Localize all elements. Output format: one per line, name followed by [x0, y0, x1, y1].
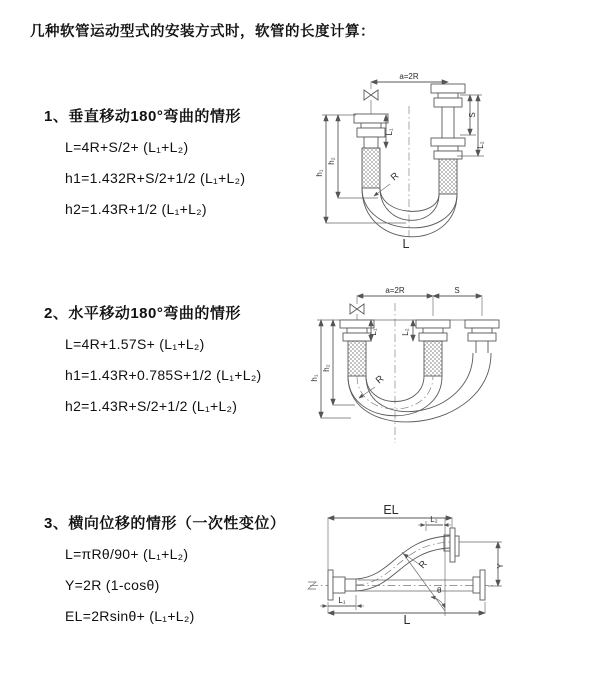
radius-label: R — [373, 373, 387, 387]
formula-list — [44, 131, 324, 224]
formula-line: EL=2Rsinθ+ (L₁+L₂) — [65, 607, 195, 624]
dim-label-l1: L₁ — [385, 128, 394, 136]
formula-line: h2=1.43R+1/2 (L₁+L₂) — [65, 200, 207, 217]
length-label: L — [403, 613, 411, 627]
hose-fitting-right — [465, 320, 499, 353]
section-heading: 3、横向位移的情形（一次性变位） — [44, 515, 286, 532]
dim-label-l2: L₂ — [430, 515, 438, 524]
section-horizontal-180 — [44, 302, 324, 421]
dim-label-s: S — [454, 286, 460, 295]
formula-line: Y=2R (1-cosθ) — [65, 576, 160, 593]
hose-u-bends — [348, 353, 491, 422]
radius-label: R — [388, 170, 402, 184]
formula-line: h2=1.43R+S/2+1/2 (L₁+L₂) — [65, 397, 238, 414]
dim-label-s: S — [468, 112, 477, 118]
dim-label-h1: h₁ — [310, 374, 319, 382]
radius-label: R — [416, 558, 430, 571]
section-vertical-180 — [44, 105, 324, 224]
hose-fitting-left — [354, 114, 388, 188]
hose-fitting-left — [340, 320, 374, 376]
braided-hose-section — [439, 159, 457, 194]
hose-fitting-middle — [416, 320, 450, 376]
valve-icon — [350, 304, 364, 320]
braided-hose-section — [424, 341, 442, 376]
formula-line: L=4R+S/2+ (L₁+L₂) — [65, 138, 189, 155]
section-lateral-offset — [44, 512, 324, 631]
dim-label-l1: L₁ — [369, 328, 378, 336]
dim-label-h2: h₂ — [322, 364, 331, 372]
flange-upper-right — [444, 528, 459, 562]
formula-line: h1=1.432R+S/2+1/2 (L₁+L₂) — [65, 169, 246, 186]
dim-label-h1: h₁ — [315, 169, 324, 177]
diagram-horizontal-180 — [303, 283, 598, 458]
theta-label: θ — [437, 586, 442, 595]
flange-right-ghost — [358, 570, 485, 600]
formula-list — [44, 538, 324, 631]
diagram-vertical-180 — [306, 68, 591, 263]
section-heading: 2、水平移动180°弯曲的情形 — [44, 305, 241, 322]
hose-fitting-right — [431, 84, 465, 194]
dim-label-l2: L₂ — [401, 328, 410, 336]
dim-label-a2r: a=2R — [385, 286, 405, 295]
section-heading: 1、垂直移动180°弯曲的情形 — [44, 108, 241, 125]
hose-s-curve — [356, 536, 450, 591]
dim-label-l2: L₂ — [476, 141, 485, 149]
formula-line: h1=1.43R+0.785S+1/2 (L₁+L₂) — [65, 366, 262, 383]
dim-label-h2: h₂ — [327, 157, 336, 165]
braided-hose-section — [362, 148, 380, 188]
valve-icon — [364, 90, 378, 114]
diagram-lateral-offset — [298, 498, 600, 653]
formula-line: L=4R+1.57S+ (L₁+L₂) — [65, 335, 205, 352]
formula-line: L=πRθ/90+ (L₁+L₂) — [65, 545, 189, 562]
dimension-lines — [320, 518, 502, 613]
dim-label-a2r: a=2R — [399, 72, 419, 81]
page-title: 几种软管运动型式的安装方式时，软管的长度计算： — [30, 24, 375, 40]
dim-label-y: Y — [496, 563, 505, 569]
dim-label-el: EL — [383, 503, 399, 517]
formula-list — [44, 328, 324, 421]
hose-u-bends — [362, 188, 457, 237]
dimension-lines — [321, 296, 482, 418]
braided-hose-section — [348, 341, 366, 376]
dim-label-l1: L₁ — [338, 596, 346, 605]
length-label: L — [402, 237, 410, 251]
